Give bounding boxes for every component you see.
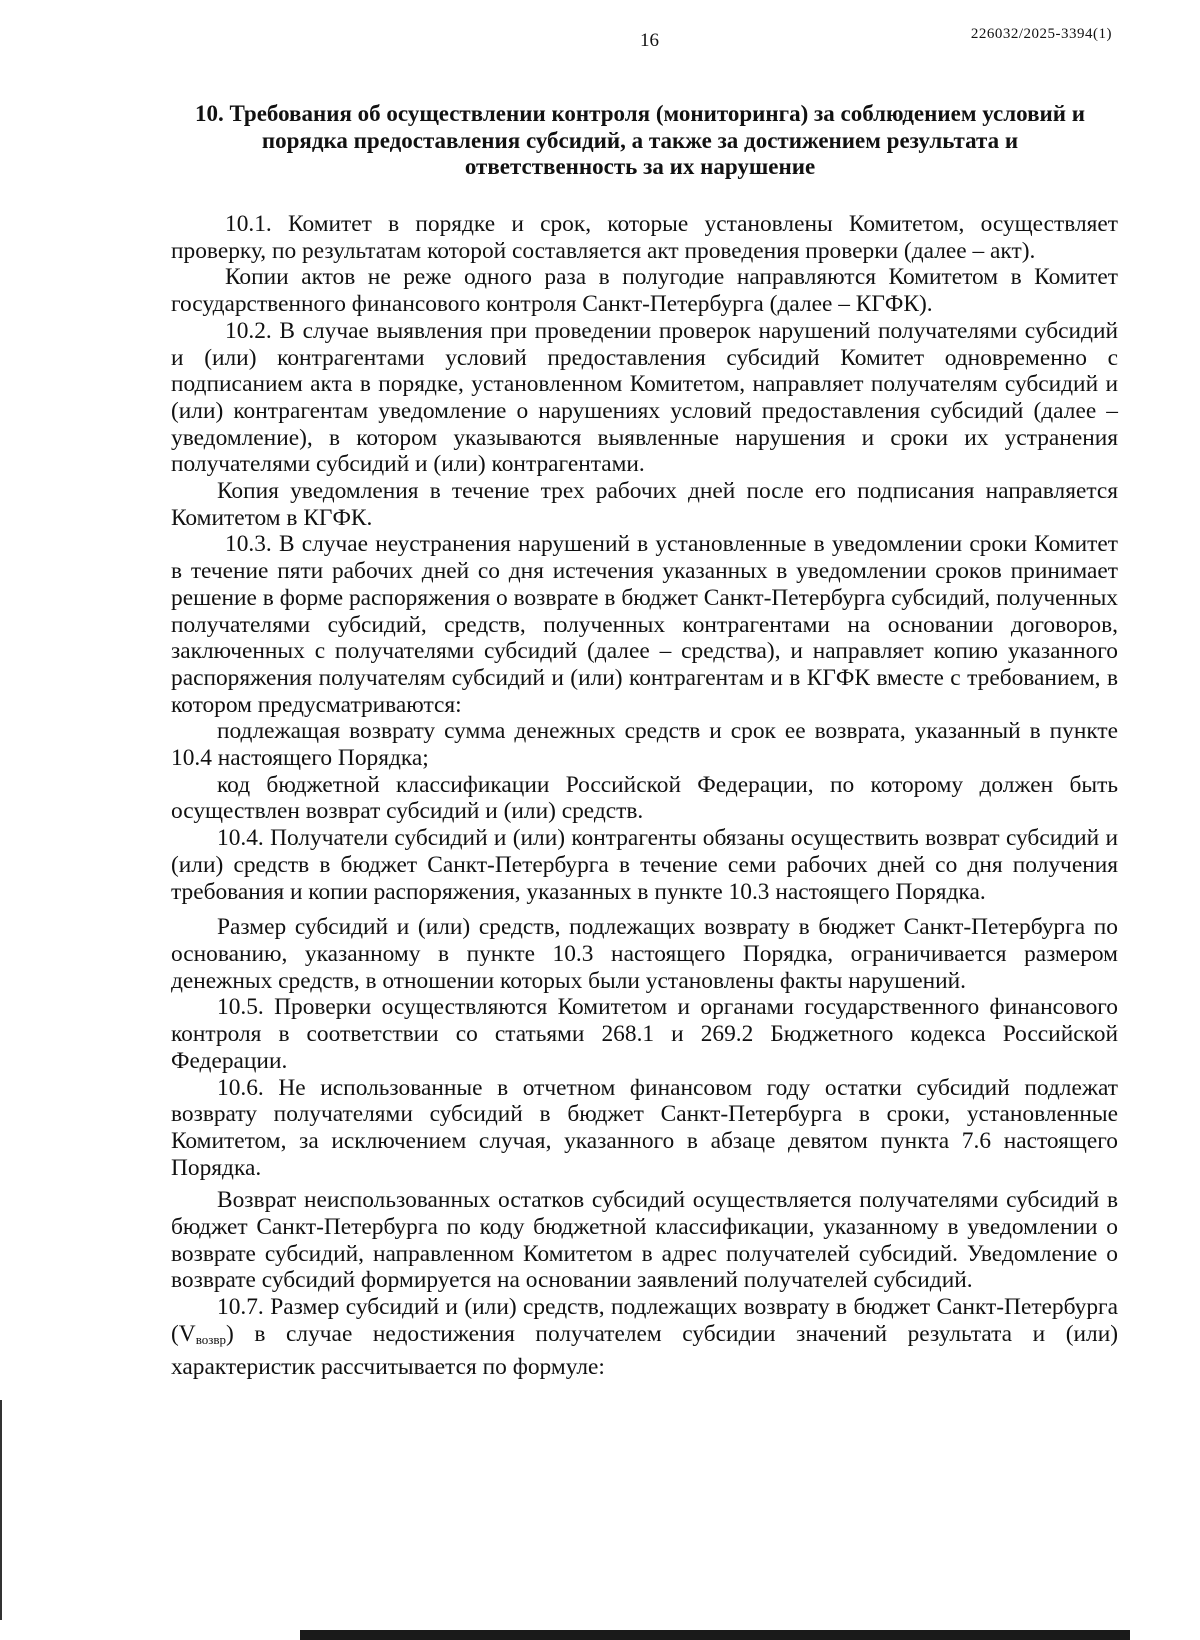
paragraph: код бюджетной классификации Российской Федерации, по которому должен быть осуществлен возврат субсидий и (или) средств.	[171, 771, 1118, 825]
paragraph-10-2: 10.2. В случае выявления при проведении проверок нарушений получателями субсидий и (или) контрагентами условий предоставления субсидий Комитет одновременно с подписанием акта в порядке, установленном Комитетом, направляет получателям субсидий и (или) контрагентам уведомление о нарушениях условий предоставления субсидий (далее – уведомление), в котором указываются выявленные нарушения и сроки их устранения получателями субсидий и (или) контрагентами.	[171, 317, 1118, 478]
subscript-vozvr: возвр	[195, 1331, 227, 1347]
paragraph-10-3: 10.3. В случае неустранения нарушений в установленные в уведомлении сроки Комитет в течение пяти рабочих дней со дня истечения указанных в уведомлении сроков принимает решение в форме распоряжения о возврате в бюджет Санкт-Петербурга субсидий, полученных получателями субсидий, средств, полученных контрагентами на основании договоров, заключенных с получателями субсидий (далее – средства), и направляет копию указанного распоряжения получателям субсидий и (или) контрагентам и в КГФК вместе с требованием, в котором предусматриваются:	[171, 531, 1118, 718]
paragraph-10-4: 10.4. Получатели субсидий и (или) контрагенты обязаны осуществить возврат субсидий и (или) средств в бюджет Санкт-Петербурга в течение семи рабочих дней со дня получения требования и копии распоряжения, указанных в пункте 10.3 настоящего Порядка.	[171, 825, 1118, 905]
scan-bottom-edge-bar	[300, 1630, 1130, 1640]
paragraph: Копии актов не реже одного раза в полугодие направляются Комитетом в Комитет государственного финансового контроля Санкт-Петербурга (далее – КГФК).	[171, 264, 1118, 318]
section-heading: 10. Требования об осуществлении контроля (мониторинга) за соблюдением условий и порядка предоставления субсидий, а также за достижением результата и ответственность за их нарушение	[194, 101, 1086, 179]
paragraph: Возврат неиспользованных остатков субсидий осуществляется получателями субсидий в бюджет Санкт-Петербурга по коду бюджетной классификации, указанному в уведомлении о возврате субсидий, направленном Комитетом в адрес получателей субсидий. Уведомление о возврате субсидий формируется на основании заявлений получателей субсидий.	[171, 1187, 1118, 1294]
document-id: 226032/2025-3394(1)	[970, 26, 1112, 42]
paragraph-10-7	[171, 1294, 1118, 1380]
paragraph-10-6: 10.6. Не использованные в отчетном финансовом году остатки субсидий подлежат возврату получателями субсидий в бюджет Санкт-Петербурга в сроки, установленные Комитетом, за исключением случая, указанного в абзаце девятом пункта 7.6 настоящего Порядка.	[171, 1074, 1118, 1181]
paragraph-10-7-end: ) в случае недостижения получателем субсидии значений результата и (или) характеристик рассчитывается по формуле:	[171, 1320, 1118, 1380]
paragraph: Размер субсидий и (или) средств, подлежащих возврату в бюджет Санкт-Петербурга по основанию, указанному в пункте 10.3 настоящего Порядка, ограничивается размером денежных средств, в отношении которых были установлены факты нарушений.	[171, 914, 1118, 994]
paragraph: подлежащая возврату сумма денежных средств и срок ее возврата, указанный в пункте 10.4 настоящего Порядка;	[171, 718, 1118, 772]
page-number: 16	[640, 30, 659, 51]
scan-left-edge-line	[0, 1400, 2, 1620]
paragraph-10-1: 10.1. Комитет в порядке и срок, которые установлены Комитетом, осуществляет проверку, по результатам которой составляется акт проведения проверки (далее – акт).	[171, 211, 1118, 264]
paragraph-10-7-start: 10.7. Размер субсидий и (или) средств, подлежащих возврату в бюджет Санкт-Петербурга (V	[171, 1294, 1118, 1347]
document-body	[171, 211, 1118, 1380]
paragraph-10-5: 10.5. Проверки осуществляются Комитетом и органами государственного финансового контроля в соответствии со статьями 268.1 и 269.2 Бюджетного кодекса Российской Федерации.	[171, 994, 1118, 1074]
paragraph: Копия уведомления в течение трех рабочих дней после его подписания направляется Комитетом в КГФК.	[171, 478, 1118, 531]
